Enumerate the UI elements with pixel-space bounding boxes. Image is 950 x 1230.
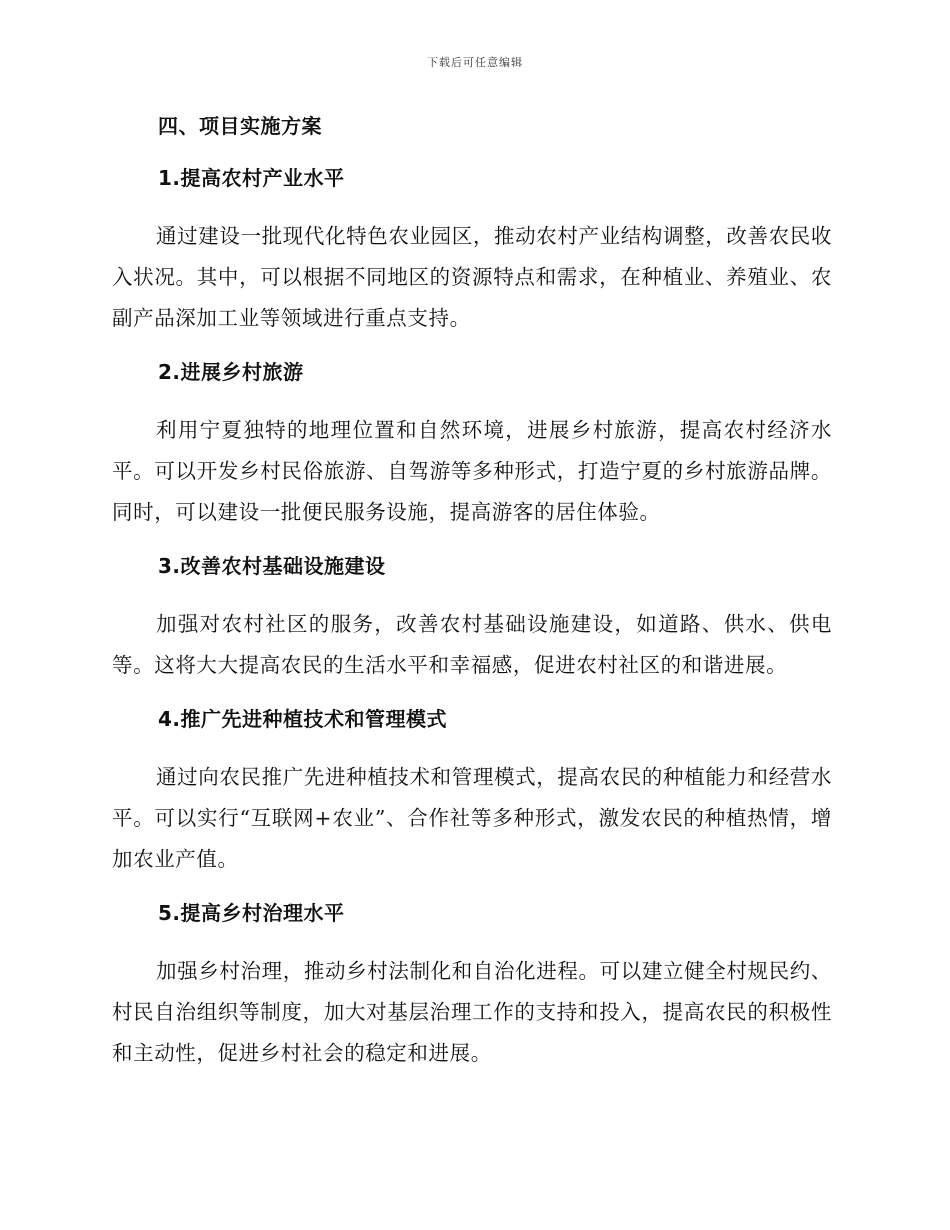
item-2-title: 2.进展乡村旅游 (158, 360, 304, 384)
item-5-body: 加强乡村治理，推动乡村法制化和自治化进程。可以建立健全村规民约、村民自治组织等制度，加大对基层治理工作的支持和投入，提高农民的积极性和主动性，促进乡村社会的稳定和进展。 (112, 959, 832, 1065)
item-4-body: 通过向农民推广先进种植技术和管理模式，提高农民的种植能力和经营水平。可以实行“互联网+农业”、合作社等多种形式，激发农民的种植热情，增加农业产值。 (112, 765, 832, 871)
item-3-title: 3.改善农村基础设施建设 (158, 554, 386, 578)
section-title: 四、项目实施方案 (158, 114, 322, 138)
item-3-body: 加强对农村社区的服务，改善农村基础设施建设，如道路、供水、供电等。这将大大提高农民的生活水平和幸福感，促进农村社区的和谐进展。 (112, 612, 832, 677)
page-header: 下载后可任意编辑 (427, 56, 523, 69)
item-4-title: 4.推广先进种植技术和管理模式 (158, 707, 448, 731)
item-2-body: 利用宁夏独特的地理位置和自然环境，进展乡村旅游，提高农村经济水平。可以开发乡村民俗旅游、自驾游等多种形式，打造宁夏的乡村旅游品牌。同时，可以建设一批便民服务设施，提高游客的居住体验。 (112, 418, 832, 524)
item-1-body: 通过建设一批现代化特色农业园区，推动农村产业结构调整，改善农民收入状况。其中，可以根据不同地区的资源特点和需求，在种植业、养殖业、农副产品深加工业等领域进行重点支持。 (112, 224, 832, 330)
item-5-title: 5.提高乡村治理水平 (158, 901, 345, 925)
item-1-title: 1.提高农村产业水平 (158, 166, 345, 190)
document-body (112, 112, 832, 1093)
